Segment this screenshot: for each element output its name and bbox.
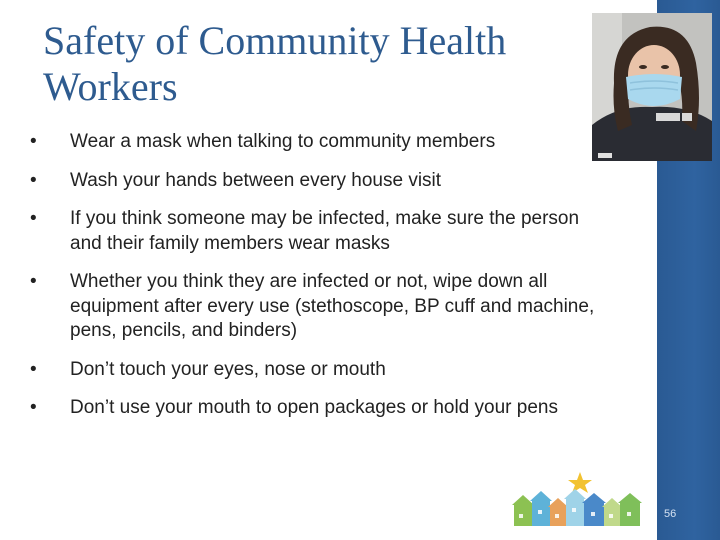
bullet-dot: • <box>30 169 37 191</box>
page-number: 56 <box>664 508 677 520</box>
bullet-item <box>30 130 595 155</box>
bullet-dot: • <box>30 131 37 152</box>
person-wearing-mask-photo <box>592 13 712 161</box>
bullet-dot: • <box>30 271 37 292</box>
slide-title: Safety of Community Health Workers <box>43 18 507 109</box>
bullet-item <box>30 169 595 194</box>
bullet-text: Don’t use your mouth to open packages or hold your pens <box>70 397 558 418</box>
bullet-item <box>30 396 595 421</box>
bullet-dot: • <box>30 208 37 229</box>
bullet-text: Don’t touch your eyes, nose or mouth <box>70 358 386 380</box>
bullet-text: If you think someone may be infected, make sure the person and their family members wear masks <box>70 208 580 254</box>
community-houses-logo <box>510 470 660 530</box>
bullet-text: Wash your hands between every house visit <box>70 169 442 191</box>
bullet-item <box>30 358 595 383</box>
bullet-text: Wear a mask when talking to community members <box>70 131 496 152</box>
bullet-dot: • <box>30 397 37 418</box>
bullet-list <box>30 130 595 435</box>
bullet-item <box>30 207 595 256</box>
bullet-dot: • <box>30 358 37 380</box>
bullet-text: Whether you think they are infected or not, wipe down all equipment after every use (stethoscope, BP cuff and machine, pens, pencils, and binders) <box>70 271 595 341</box>
bullet-item <box>30 270 595 344</box>
